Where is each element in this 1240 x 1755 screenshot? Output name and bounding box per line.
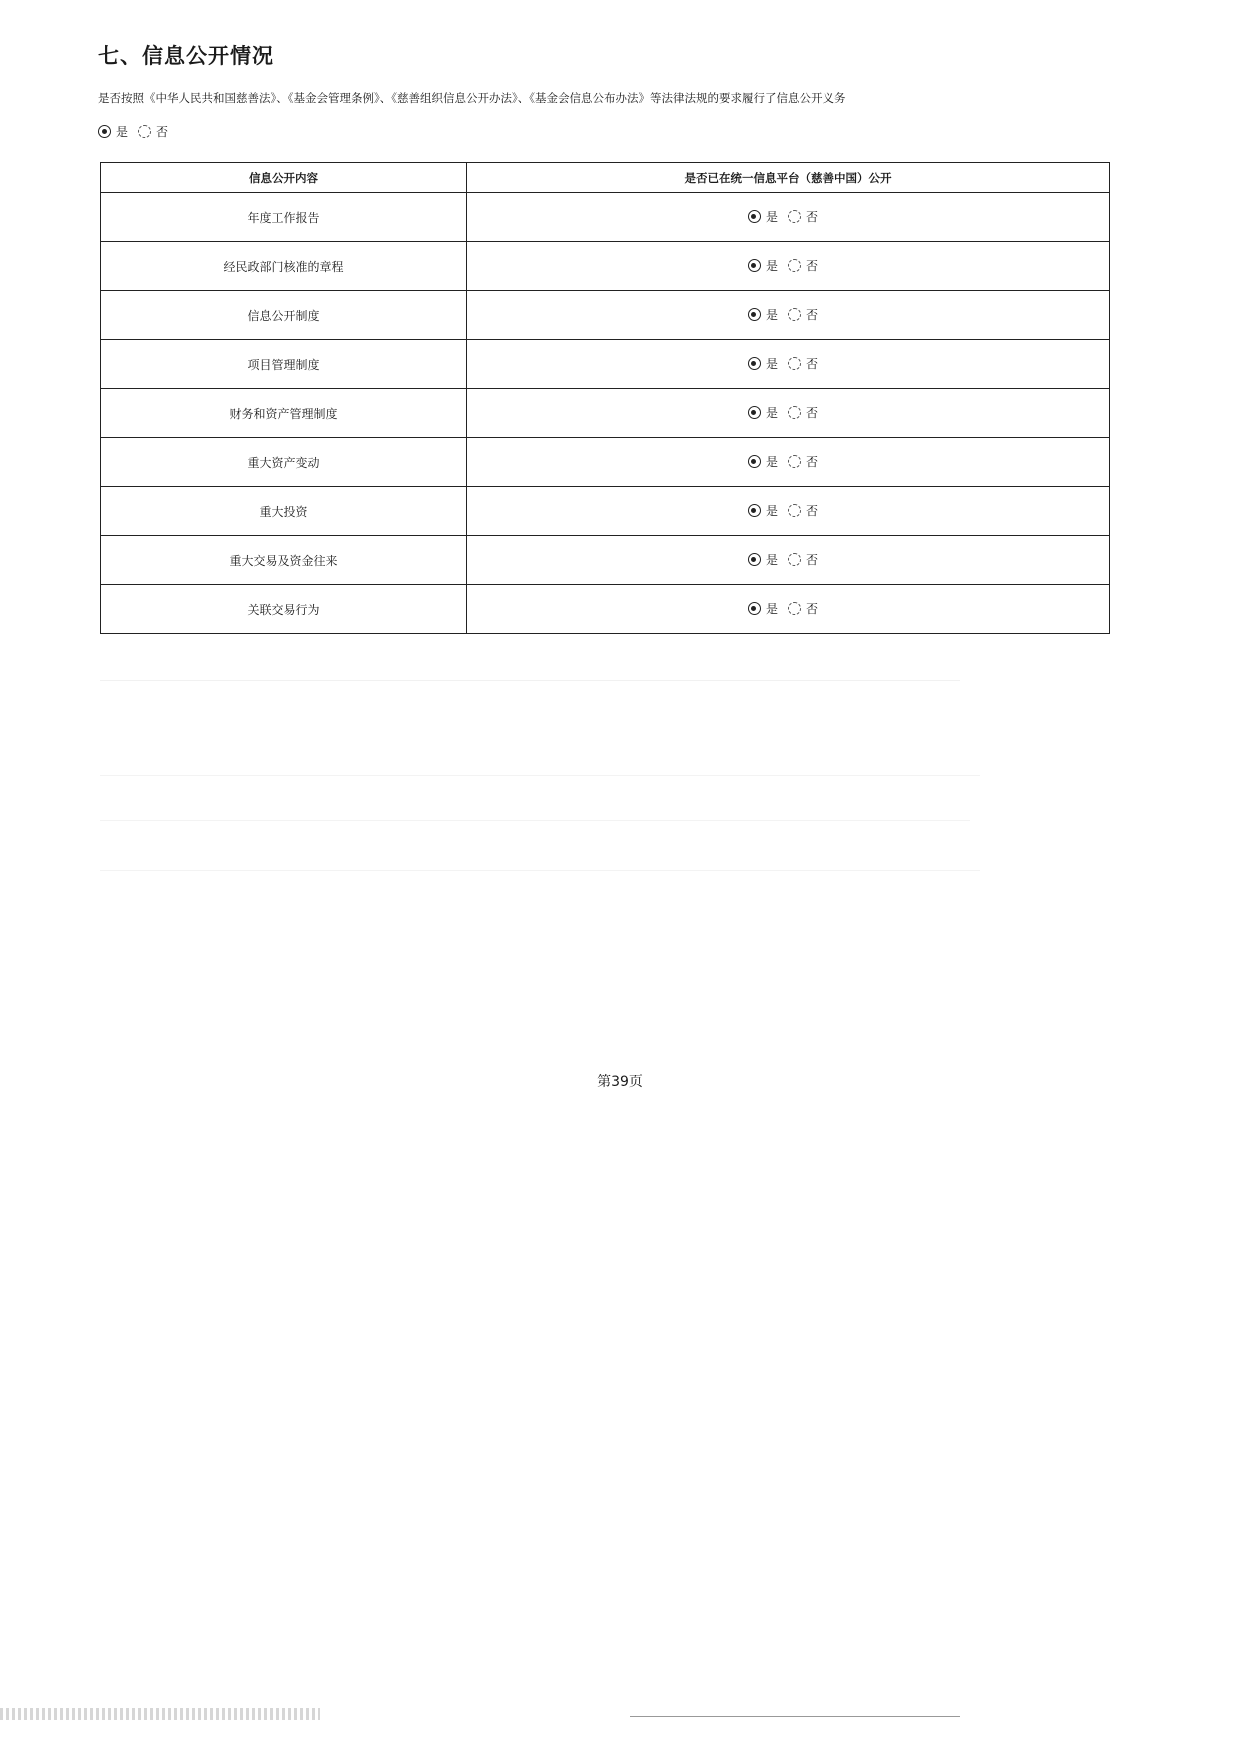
disclosure-table (100, 162, 1110, 634)
yes-label: 是 (116, 125, 129, 139)
row-item: 重大资产变动 (101, 438, 467, 487)
no-label: 否 (806, 504, 819, 518)
scan-artifact (630, 1716, 960, 1717)
scan-artifact (100, 870, 980, 871)
no-label: 否 (806, 602, 819, 616)
yes-label: 是 (765, 553, 778, 567)
no-label: 否 (806, 357, 819, 371)
yes-label: 是 (765, 308, 778, 322)
page-number: 第39页 (597, 1074, 643, 1090)
table-row (101, 193, 1110, 242)
yes-radio[interactable] (98, 125, 111, 138)
table-row (101, 438, 1110, 487)
no-radio[interactable] (788, 210, 801, 223)
yes-label: 是 (765, 455, 778, 469)
no-radio[interactable] (788, 357, 801, 370)
no-radio[interactable] (788, 602, 801, 615)
row-item: 项目管理制度 (101, 340, 467, 389)
disclosure-question: 是否按照《中华人民共和国慈善法》、《基金会管理条例》、《慈善组织信息公开办法》、《基金会信息公布办法》等法律法规的要求履行了信息公开义务 (98, 91, 846, 105)
row-item: 经民政部门核准的章程 (101, 242, 467, 291)
table-row (101, 340, 1110, 389)
yes-radio[interactable] (748, 357, 761, 370)
row-item: 信息公开制度 (101, 291, 467, 340)
yes-radio[interactable] (748, 210, 761, 223)
yes-radio[interactable] (748, 308, 761, 321)
row-item: 财务和资产管理制度 (101, 389, 467, 438)
no-radio[interactable] (138, 125, 151, 138)
table-row (101, 291, 1110, 340)
disclosure-choice (98, 123, 178, 140)
no-radio[interactable] (788, 455, 801, 468)
row-choice (467, 340, 1110, 389)
no-label: 否 (806, 455, 819, 469)
table-row (101, 536, 1110, 585)
table-header-row (101, 163, 1110, 193)
row-choice (467, 487, 1110, 536)
table-row (101, 585, 1110, 634)
row-choice (467, 193, 1110, 242)
no-radio[interactable] (788, 504, 801, 517)
row-choice (467, 242, 1110, 291)
no-label: 否 (806, 308, 819, 322)
yes-radio[interactable] (748, 259, 761, 272)
table-row (101, 242, 1110, 291)
scan-artifact (100, 820, 970, 821)
no-radio[interactable] (788, 259, 801, 272)
no-radio[interactable] (788, 553, 801, 566)
row-choice (467, 291, 1110, 340)
row-choice (467, 438, 1110, 487)
yes-label: 是 (765, 357, 778, 371)
yes-radio[interactable] (748, 602, 761, 615)
yes-label: 是 (765, 504, 778, 518)
no-label: 否 (806, 210, 819, 224)
no-label: 否 (806, 259, 819, 273)
table-row (101, 487, 1110, 536)
yes-radio[interactable] (748, 553, 761, 566)
row-choice (467, 389, 1110, 438)
scan-artifact (100, 775, 980, 776)
no-label: 否 (806, 553, 819, 567)
row-item: 年度工作报告 (101, 193, 467, 242)
row-choice (467, 536, 1110, 585)
scan-artifact (100, 680, 960, 681)
yes-radio[interactable] (748, 504, 761, 517)
yes-radio[interactable] (748, 455, 761, 468)
yes-label: 是 (765, 210, 778, 224)
header-platform: 是否已在统一信息平台（慈善中国）公开 (467, 163, 1110, 193)
header-content: 信息公开内容 (101, 163, 467, 193)
section-title: 七、信息公开情况 (98, 44, 274, 68)
scan-artifact (0, 1708, 320, 1720)
table-row (101, 389, 1110, 438)
yes-label: 是 (765, 259, 778, 273)
row-item: 重大交易及资金往来 (101, 536, 467, 585)
no-radio[interactable] (788, 308, 801, 321)
no-radio[interactable] (788, 406, 801, 419)
yes-label: 是 (765, 406, 778, 420)
yes-label: 是 (765, 602, 778, 616)
no-label: 否 (806, 406, 819, 420)
row-item: 关联交易行为 (101, 585, 467, 634)
row-item: 重大投资 (101, 487, 467, 536)
no-label: 否 (156, 125, 169, 139)
row-choice (467, 585, 1110, 634)
yes-radio[interactable] (748, 406, 761, 419)
